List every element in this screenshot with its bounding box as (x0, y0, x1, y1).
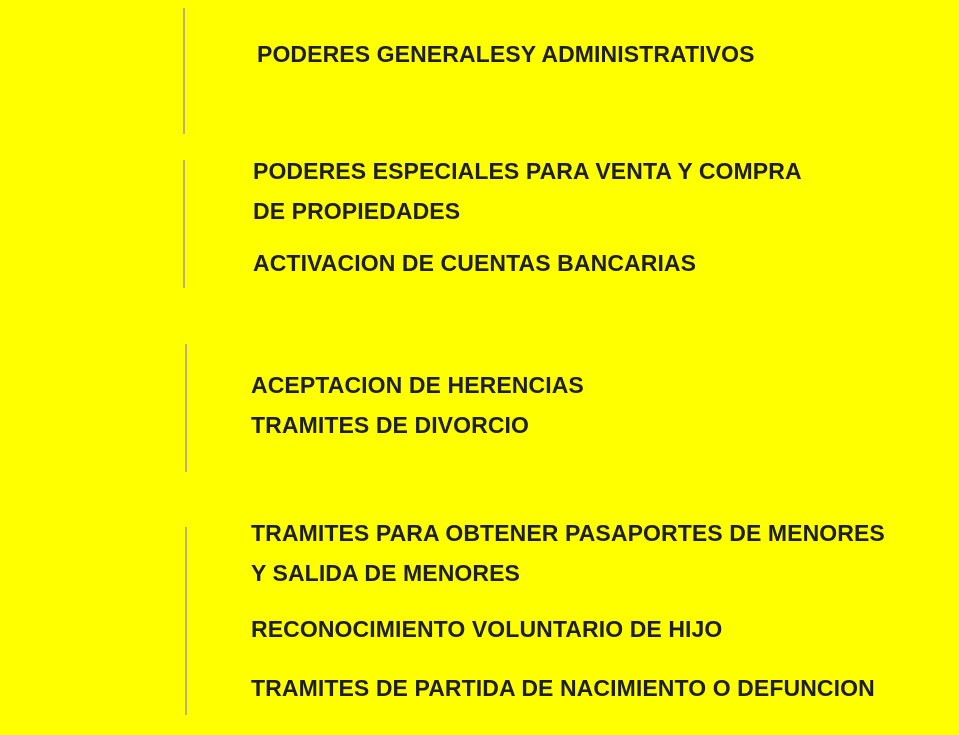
group-divider-4 (185, 527, 187, 715)
group-divider-3 (185, 344, 187, 472)
service-item-reconocimiento-hijo: RECONOCIMIENTO VOLUNTARIO DE HIJO (251, 616, 723, 642)
service-item-partida-nacimiento-defuncion: TRAMITES DE PARTIDA DE NACIMIENTO O DEFUNCION (251, 675, 875, 701)
service-item-poderes-especiales-line-1: PODERES ESPECIALES PARA VENTA Y COMPRA (253, 158, 802, 184)
service-item-pasaportes-menores-line-1: TRAMITES PARA OBTENER PASAPORTES DE MENORES (251, 520, 885, 546)
service-item-pasaportes-menores-line-2: Y SALIDA DE MENORES (251, 560, 520, 586)
group-divider-1 (183, 8, 185, 134)
service-item-activacion-cuentas: ACTIVACION DE CUENTAS BANCARIAS (253, 250, 697, 276)
group-divider-2 (183, 160, 185, 288)
service-item-poderes-generales: PODERES GENERALESY ADMINISTRATIVOS (257, 41, 755, 67)
service-item-aceptacion-herencias: ACEPTACION DE HERENCIAS (251, 372, 584, 398)
service-item-tramites-divorcio: TRAMITES DE DIVORCIO (251, 412, 530, 438)
service-item-poderes-especiales-line-2: DE PROPIEDADES (253, 198, 461, 224)
